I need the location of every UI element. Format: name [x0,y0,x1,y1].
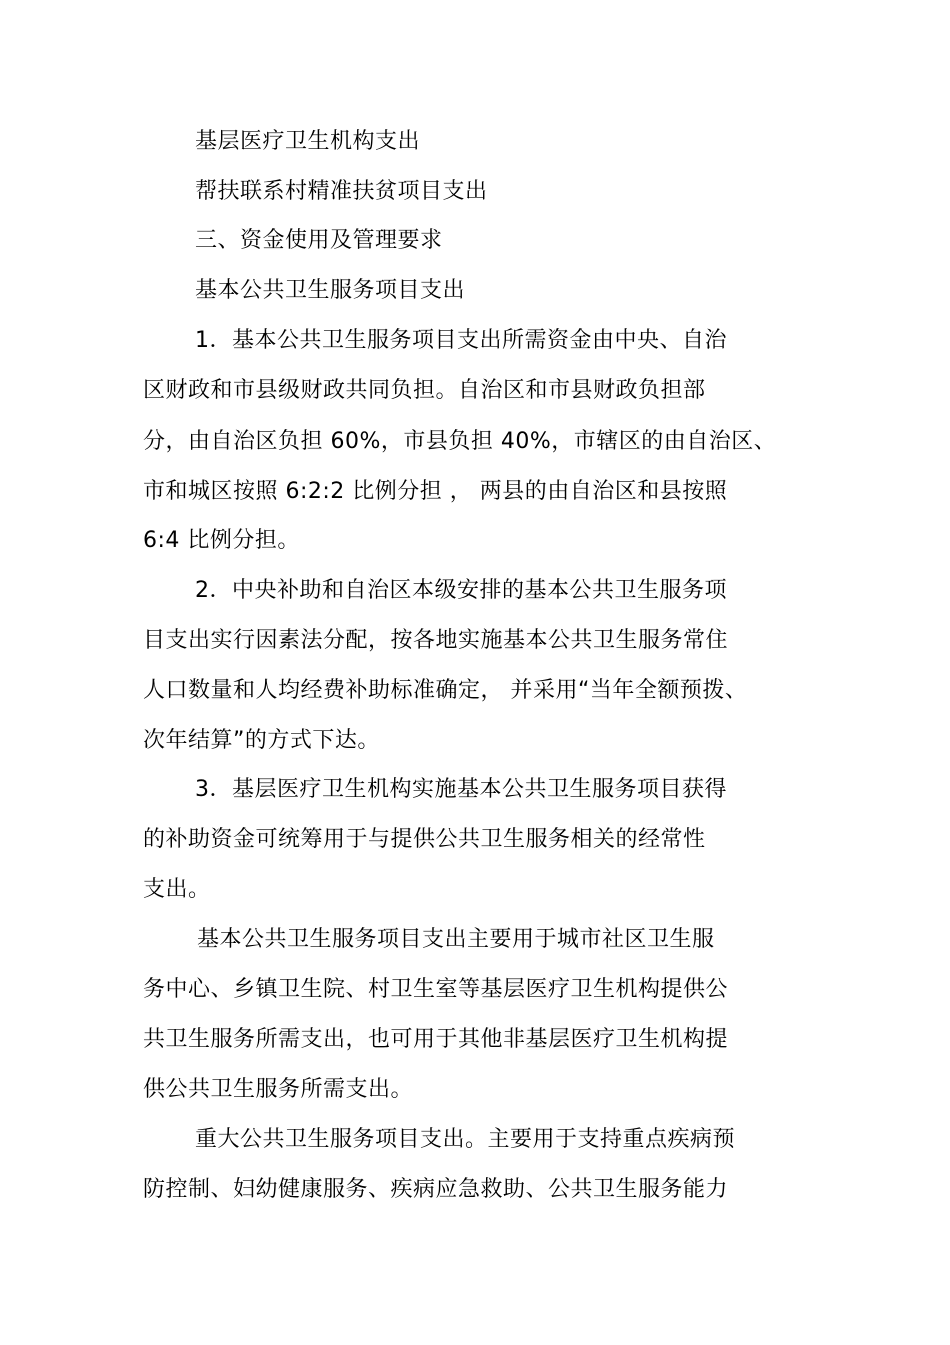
subsection-heading: 基本公共卫生服务项目支出 [195,278,466,303]
text-line: 支出。 [143,877,211,902]
text-line: 目支出实行因素法分配，按各地实施基本公共卫生服务常住 [143,628,729,653]
text-line: 6:4 比例分担。 [143,528,300,553]
text-line: 基层医疗卫生机构支出 [195,129,421,154]
text-line: 基本公共卫生服务项目支出主要用于城市社区卫生服 [197,927,715,952]
text-line: 1．基本公共卫生服务项目支出所需资金由中央、自治 [195,328,727,353]
text-line: 2．中央补助和自治区本级安排的基本公共卫生服务项 [195,578,727,603]
text-line: 分，由自治区负担 60%，市县负担 40%，市辖区的由自治区、 [143,429,777,454]
text-line: 共卫生服务所需支出，也可用于其他非基层医疗卫生机构提 [143,1027,729,1052]
section-heading: 三、资金使用及管理要求 [195,228,443,253]
text-line: 人口数量和人均经费补助标准确定， 并采用“当年全额预拨、 [143,678,748,703]
text-line: 重大公共卫生服务项目支出。主要用于支持重点疾病预 [195,1127,736,1152]
text-line: 帮扶联系村精准扶贫项目支出 [195,179,488,204]
text-line: 次年结算”的方式下达。 [143,728,380,753]
text-line: 区财政和市县级财政共同负担。自治区和市县财政负担部 [143,378,706,403]
text-line: 务中心、乡镇卫生院、村卫生室等基层医疗卫生机构提供公 [143,977,729,1002]
text-line: 3．基层医疗卫生机构实施基本公共卫生服务项目获得 [195,777,727,802]
text-line: 供公共卫生服务所需支出。 [143,1077,414,1102]
text-line: 防控制、妇幼健康服务、疾病应急救助、公共卫生服务能力 [143,1177,729,1202]
text-line: 的补助资金可统筹用于与提供公共卫生服务相关的经常性 [143,827,706,852]
text-line: 市和城区按照 6:2:2 比例分担 ， 两县的由自治区和县按照 [143,479,728,504]
